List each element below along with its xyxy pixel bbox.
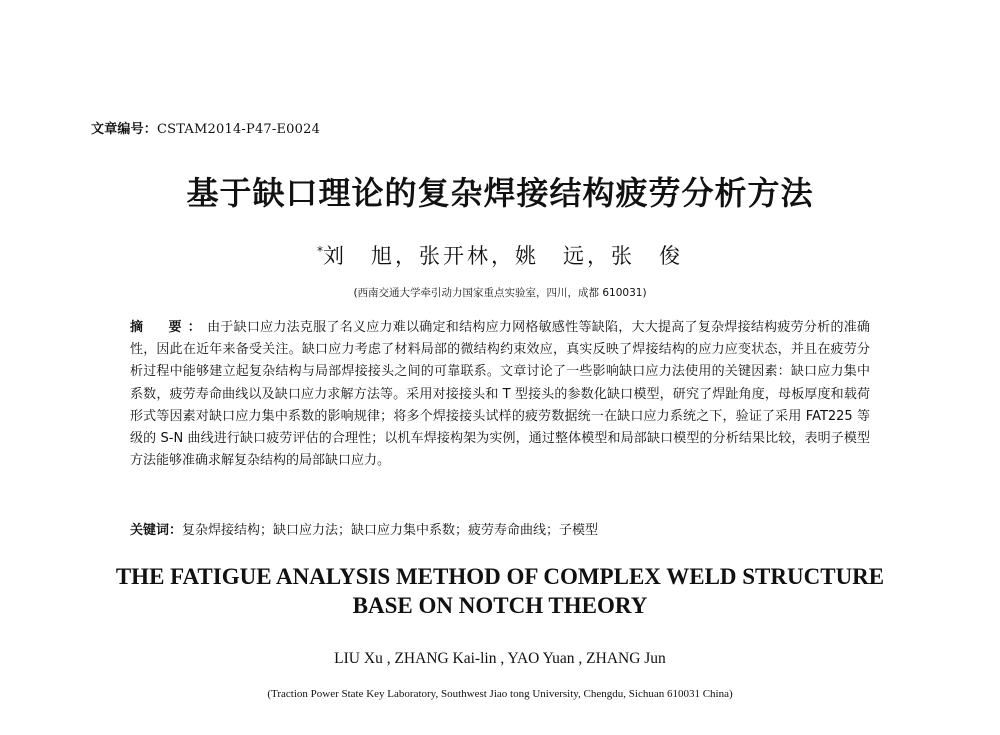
abstract xyxy=(130,317,870,472)
abstract-text: 由于缺口应力法克服了名义应力难以确定和结构应力网格敏感性等缺陷，大大提高了复杂焊接结构疲劳分析的准确性，因此在近年来备受关注。缺口应力考虑了材料局部的微结构约束效应，真实反映了焊接结构的应力应变状态，并且在疲劳分析过程中能够建立起复杂结构与局部焊接接头之间的可靠联系。文章讨论了一些影响缺口应力法使用的关键因素：缺口应力集中系数，疲劳寿命曲线以及缺口应力求解方法等。采用对接接头和 T 型接头的参数化缺口模型，研究了焊趾角度，母板厚度和载荷形式等因素对缺口应力集中系数的影响规律；将多个焊接接头试样的疲劳数据统一在缺口应力系统之下，验证了采用 FAT225 等级的 S-N 曲线进行缺口疲劳评估的合理性；以机车焊接构架为实例，通过整体模型和局部缺口模型的分析结果比较，表明子模型方法能够准确求解复杂结构的局部缺口应力。 xyxy=(130,320,870,469)
keywords-label: 关键词： xyxy=(130,523,183,538)
chinese-author-names: 刘 旭，张开林，姚 远，张 俊 xyxy=(323,244,683,268)
chinese-authors xyxy=(0,240,1000,270)
english-affiliation: (Traction Power State Key Laboratory, Southwest Jiao tong University, Chengdu, Sichuan 610031 China) xyxy=(267,688,733,700)
chinese-affiliation: (西南交通大学牵引动力国家重点实验室，四川，成都 610031) xyxy=(353,287,647,299)
abstract-label: 摘 要： xyxy=(130,320,208,335)
chinese-title: 基于缺口理论的复杂焊接结构疲劳分析方法 xyxy=(186,174,814,212)
english-authors: LIU Xu , ZHANG Kai-lin , YAO Yuan , ZHANG Jun xyxy=(334,650,666,667)
corresponding-author-marker: * xyxy=(317,244,323,258)
article-number xyxy=(91,118,320,137)
article-number-label: 文章编号： xyxy=(91,122,158,137)
english-title xyxy=(0,562,1000,620)
english-title-line-1: THE FATIGUE ANALYSIS METHOD OF COMPLEX WELD STRUCTURE xyxy=(115,564,885,589)
english-title-line-2: BASE ON NOTCH THEORY xyxy=(352,593,648,618)
keywords-text: 复杂焊接结构；缺口应力法；缺口应力集中系数；疲劳寿命曲线；子模型 xyxy=(182,523,599,538)
keywords xyxy=(130,519,870,538)
article-number-value: CSTAM2014-P47-E0024 xyxy=(157,122,321,137)
